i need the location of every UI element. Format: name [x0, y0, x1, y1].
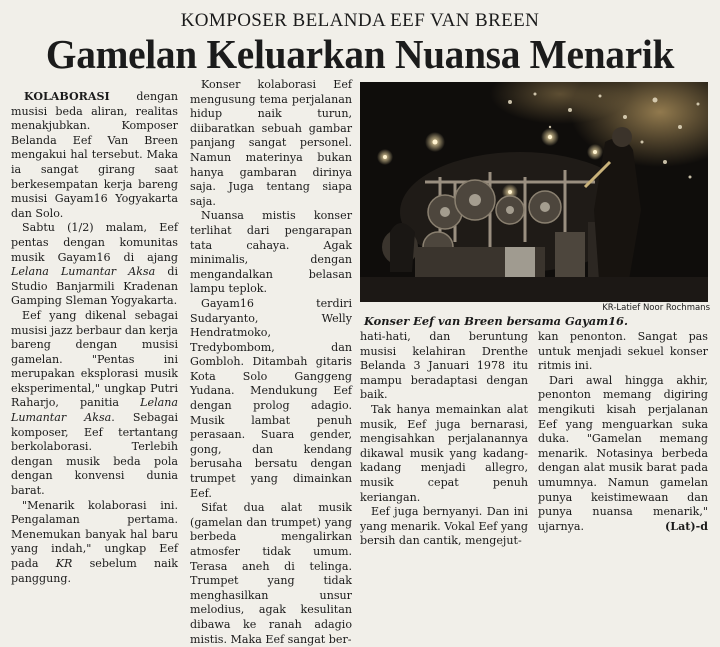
paragraph: dengan musisi beda aliran, realitas menakjubkan. Komposer Belanda Eef Van Breen mengakui hal tersebut. Maka ia sangat girang saat berkesempatan kerja bareng musisi Gayam16 Yogyakarta dan Solo. — [11, 90, 178, 220]
article-headline: Gamelan Keluarkan Nuansa Menarik — [45, 31, 675, 77]
event-name: Lelana Lumantar Aksa — [11, 396, 178, 425]
lead-word: KOLABORASI — [24, 90, 110, 103]
paragraph: Dari awal hingga akhir, penonton memang digiring mengikuti kisah perjalanan Eef yang menguarkan suka duka. "Gamelan memang menarik. Notasinya berbeda dengan alat musik barat pada umumnya. Namun gamelan punya keistimewaan dan punya nuansa menarik," ujarnya. — [538, 373, 708, 533]
paragraph: "Menarik kolaborasi ini. Pengalaman pertama. Menemukan banyak hal baru yang indah," ungkap Eef pada — [11, 498, 178, 570]
paragraph: sebelum naik panggung. — [11, 557, 178, 585]
paragraph: Sifat dua alat musik (gamelan dan trumpet) yang berbeda mengalirkan atmosfer tidak umum. Terasa aneh di telinga. Trumpet yang tidak menghasilkan unsur melodius, agak kesulitan dibawa ke ranah adagio mistis. Maka Eef sangat ber- — [190, 501, 352, 646]
paragraph: Nuansa mistis konser terlihat dari pengarapan tata cahaya. Agak minimalis, dengan mengandalkan belasan lampu teplok. — [190, 209, 352, 296]
paragraph: Tak hanya memainkan alat musik, Eef juga bernarasi, mengisahkan perjalanannya dikawal musik yang kadang-kadang menjadi allegro, musik cepat penuh keriangan. — [360, 402, 528, 504]
article-column-3 — [360, 330, 528, 549]
paragraph: Konser kolaborasi Eef mengusung tema perjalanan hidup naik turun, diibaratkan sebuah gambar panjang sangat personel. Namun materinya bukan hanya gambaran dirinya saja. Juga tentang siapa saja. — [190, 78, 352, 208]
paragraph: Sabtu (1/2) malam, Eef pentas dengan komunitas musik Gayam16 di ajang — [11, 221, 178, 264]
paragraph: Eef juga bernyanyi. Dan ini yang menarik. Vokal Eef yang bersih dan cantik, mengejut- — [360, 505, 528, 548]
paragraph: . Sebagai komposer, Eef tertantang berkolaborasi. Terlebih dengan musik beda pola dengan konvensi dunia barat. — [11, 411, 178, 498]
paragraph: di Studio Banjarmili Kradenan Gamping Sleman Yogyakarta. — [11, 265, 178, 308]
article-column-2 — [190, 78, 352, 647]
paragraph: Eef yang dikenal sebagai musisi jazz berbaur dan kerja bareng dengan musisi gamelan. "Pentas ini merupakan eksplorasi musik eksperimental," ungkap Putri Raharjo, panitia — [11, 308, 178, 410]
paragraph: kan penonton. Sangat pas untuk menjadi sekuel konser ritmis ini. — [538, 330, 708, 373]
author-signature: (Lat)-d — [665, 519, 708, 533]
event-name: Lelana Lumantar Aksa — [11, 265, 156, 279]
paragraph: hati-hati, dan beruntung musisi kelahiran Drenthe Belanda 3 Januari 1978 itu mampu beradaptasi dengan baik. — [360, 330, 528, 402]
concert-photo — [360, 82, 708, 302]
concert-photo-image — [360, 82, 708, 302]
photo-caption: Konser Eef van Breen bersama Gayam16. — [364, 314, 628, 328]
article-kicker: KOMPOSER BELANDA EEF VAN BREEN — [180, 10, 540, 31]
paragraph: Gayam16 terdiri Sudaryanto, Welly Hendratmoko, Tredybombom, dan Gombloh. Ditambah gitaris Kota Solo Ganggeng Yudana. Mendukung Eef dengan prolog adagio. Musik lambat penuh perasaan. Suara gender, gong, dan kendang berusaha bersatu dengan trumpet yang dimainkan Eef. — [190, 296, 352, 500]
photo-credit: KR-Latief Noor Rochmans — [602, 303, 710, 313]
article-column-4 — [538, 330, 708, 534]
article-column-1 — [11, 90, 178, 586]
publication-name: KR — [55, 557, 73, 570]
